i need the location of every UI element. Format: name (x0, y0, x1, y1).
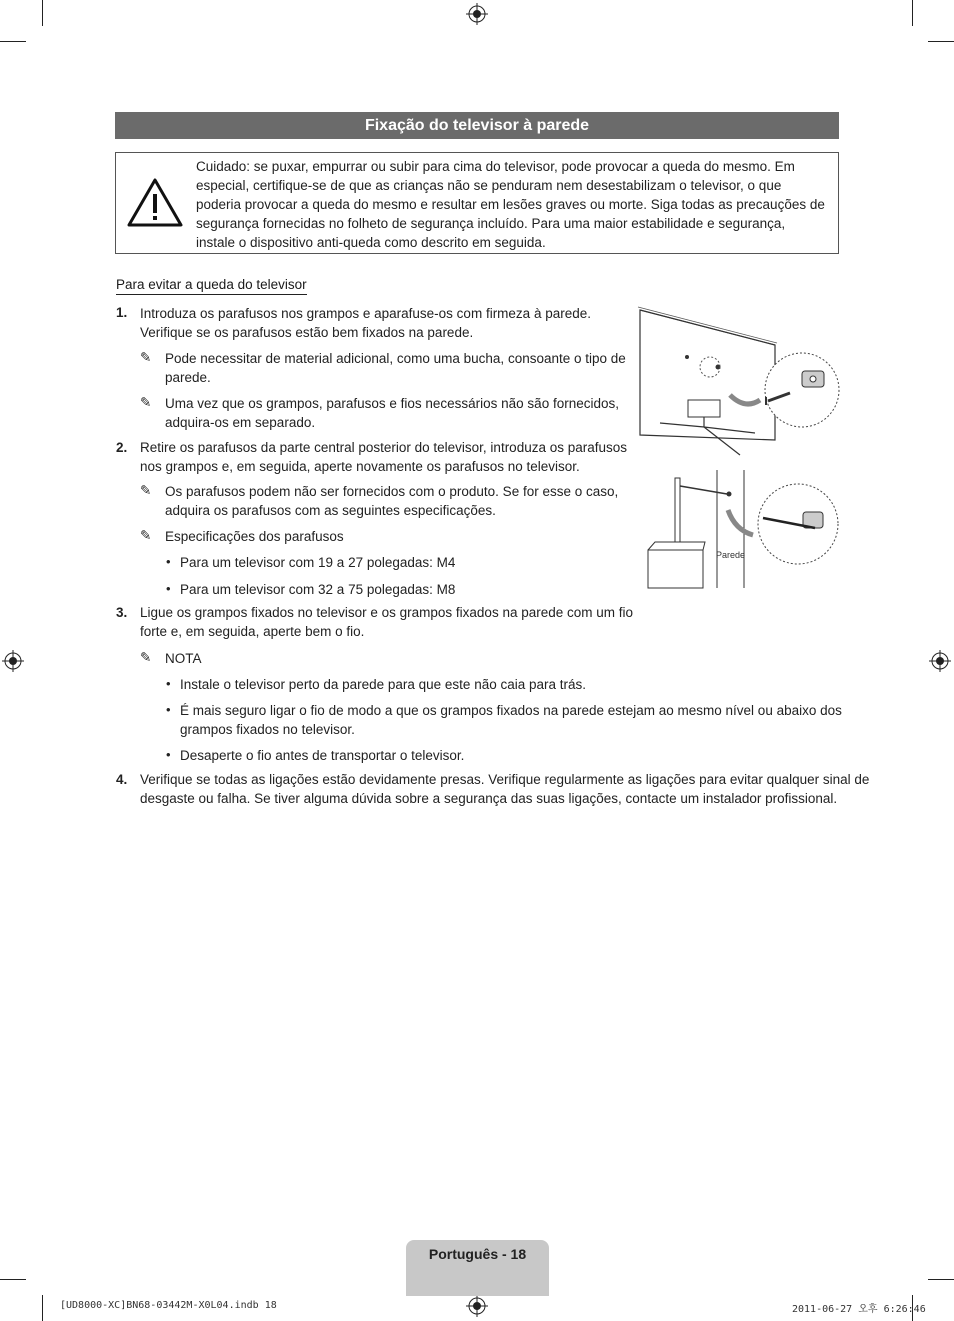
note-text: Especificações dos parafusos (165, 529, 344, 544)
crop-mark (0, 41, 26, 42)
bullet-dot: • (166, 581, 171, 596)
crop-mark (42, 0, 43, 26)
registration-mark-icon (466, 1295, 488, 1317)
bullet-dot: • (166, 747, 171, 762)
page-title: Fixação do televisor à parede (115, 112, 839, 139)
step-text: desgaste ou falha. Se tiver alguma dúvida sobre a segurança das suas ligações, contacte um instalador profissional. (140, 791, 838, 806)
bullet-dot: • (166, 676, 171, 691)
wall-side-illustration (645, 470, 845, 590)
note-text: Pode necessitar de material adicional, como uma bucha, consoante o tipo de (165, 351, 626, 366)
crop-mark (0, 1279, 26, 1280)
crop-mark (928, 41, 954, 42)
caution-body: : se puxar, empurrar ou subir para cima do televisor, pode provocar a queda do mesmo. Em especial, certifique-se de que as crianças não se penduram nem desestabilizam o televisor, o que poderia provocar a queda do mesmo e resultar em lesões graves ou morte. Siga todas as precauções de segurança fornecidas no folheto de segurança incluído. Para uma maior estabilidade e segurança, instale o dispositivo anti-queda como descrito em seguida. (196, 159, 825, 250)
tv-back-illustration (630, 305, 845, 460)
note-bullet-text: Instale o televisor perto da parede para que este não caia para trás. (180, 677, 587, 692)
bullet-dot: • (166, 702, 171, 717)
note-text: Uma vez que os grampos, parafusos e fios necessários não são fornecidos, (165, 396, 619, 411)
caution-label: Cuidado (196, 159, 247, 174)
step-text: Verifique se todas as ligações estão devidamente presas. Verifique regularmente as ligações para evitar qualquer sinal de (140, 772, 870, 787)
note-pencil-icon: ✎ (140, 483, 152, 498)
spec-text: Para um televisor com 19 a 27 polegadas: M4 (180, 555, 456, 570)
note-pencil-icon: ✎ (140, 395, 152, 410)
wall-label: Parede (716, 550, 746, 560)
step-text: Retire os parafusos da parte central posterior do televisor, introduza os parafusos (140, 440, 628, 455)
step-text: Ligue os grampos fixados no televisor e os grampos fixados na parede com um fio (140, 605, 634, 620)
note-text: adquira os parafusos com as seguintes especificações. (165, 503, 496, 518)
warning-triangle-icon (126, 177, 184, 229)
step-number: 3. (116, 605, 128, 620)
crop-mark (912, 0, 913, 26)
note-label: NOTA (165, 651, 202, 666)
note-bullet-text: grampos fixados no televisor. (180, 722, 355, 737)
note-text: adquira-os em separado. (165, 415, 316, 430)
step-number: 4. (116, 772, 128, 787)
step-text: nos grampos e, em seguida, aperte novamente os parafusos no televisor. (140, 459, 580, 474)
page-number-tab: Português - 18 (406, 1240, 549, 1296)
note-bullet-text: É mais seguro ligar o fio de modo a que os grampos fixados na parede estejam ao mesmo nível ou abaixo dos (180, 703, 842, 718)
note-bullet-text: Desaperte o fio antes de transportar o televisor. (180, 748, 465, 763)
section-subheading: Para evitar a queda do televisor (116, 277, 307, 295)
print-slug-date: 2011-06-27 오후 6:26:46 (792, 1304, 926, 1315)
step-text: forte e, em seguida, aperte bem o fio. (140, 624, 365, 639)
step-text: Introduza os parafusos nos grampos e aparafuse-os com firmeza à parede. (140, 306, 591, 321)
note-pencil-icon: ✎ (140, 528, 152, 543)
registration-mark-icon (2, 650, 24, 672)
note-pencil-icon: ✎ (140, 350, 152, 365)
step-number: 2. (116, 440, 128, 455)
caution-box (115, 152, 839, 254)
step-text: Verifique se os parafusos estão bem fixados na parede. (140, 325, 474, 340)
step-number: 1. (116, 305, 128, 320)
print-slug-file: [UD8000-XC]BN68-03442M-X0L04.indb 18 (60, 1300, 277, 1311)
registration-mark-icon (929, 650, 951, 672)
bullet-dot: • (166, 554, 171, 569)
note-text: Os parafusos podem não ser fornecidos com o produto. Se for esse o caso, (165, 484, 619, 499)
crop-mark (928, 1279, 954, 1280)
crop-mark (42, 1295, 43, 1321)
note-pencil-icon: ✎ (140, 650, 152, 665)
registration-mark-icon (466, 3, 488, 25)
spec-text: Para um televisor com 32 a 75 polegadas: M8 (180, 582, 456, 597)
note-text: parede. (165, 370, 211, 385)
caution-text (196, 157, 826, 252)
